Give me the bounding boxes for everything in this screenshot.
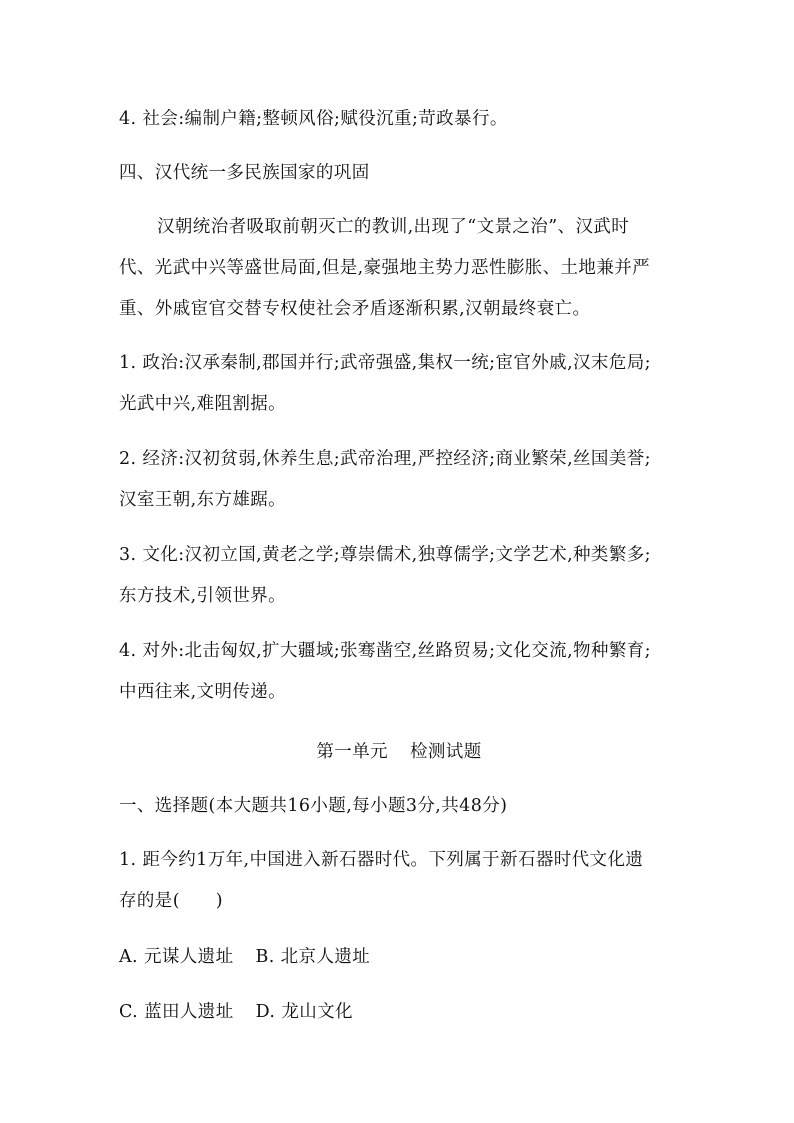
foreign-relations-item-line-2: 中西往来,文明传递。 — [119, 682, 287, 702]
question-1-line-2: 存的是( ) — [119, 891, 223, 911]
paragraph-line-2: 代、光武中兴等盛世局面,但是,豪强地主势力恶性膨胀、土地兼并严 — [119, 258, 651, 278]
option-b: B. 北京人遗址 — [255, 947, 371, 967]
culture-item-line-2: 东方技术,引领世界。 — [119, 586, 287, 606]
question-1-options-row-1 — [119, 946, 679, 968]
option-d: D. 龙山文化 — [255, 1002, 353, 1022]
question-1-options-row-2 — [119, 1001, 679, 1023]
culture-item-line-1: 3. 文化:汉初立国,黄老之学;尊崇儒术,独尊儒学;文学艺术,种类繁多; — [119, 545, 651, 565]
economy-item-line-2: 汉室王朝,东方雄踞。 — [119, 490, 287, 510]
section-heading-multiple-choice: 一、选择题(本大题共16小题,每小题3分,共48分) — [119, 796, 508, 816]
foreign-relations-item-line-1: 4. 对外:北击匈奴,扩大疆域;张骞凿空,丝路贸易;文化交流,物种繁育; — [119, 641, 651, 661]
politics-item-line-1: 1. 政治:汉承秦制,郡国并行;武帝强盛,集权一统;宦官外戚,汉末危局; — [119, 353, 651, 373]
unit-title-part-a: 第一单元 — [316, 742, 388, 762]
unit-test-title — [119, 741, 679, 763]
unit-title-part-b: 检测试题 — [410, 742, 482, 762]
option-c: C. 蓝田人遗址 — [119, 1002, 234, 1022]
paragraph-line-3: 重、外戚宦官交替专权使社会矛盾逐渐积累,汉朝最终衰亡。 — [119, 299, 591, 319]
economy-item-line-1: 2. 经济:汉初贫弱,休养生息;武帝治理,严控经济;商业繁荣,丝国美誉; — [119, 449, 651, 469]
section-heading-han-consolidation: 四、汉代统一多民族国家的巩固 — [119, 163, 370, 183]
politics-item-line-2: 光武中兴,难阻割据。 — [119, 394, 287, 414]
option-a: A. 元谋人遗址 — [119, 947, 234, 967]
society-summary-line: 4. 社会:编制户籍;整顿风俗;赋役沉重;苛政暴行。 — [119, 109, 508, 129]
paragraph-line-1: 汉朝统治者吸取前朝灭亡的教训,出现了“文景之治”、汉武时 — [157, 217, 630, 237]
question-1-line-1: 1. 距今约1万年,中国进入新石器时代。下列属于新石器时代文化遗 — [119, 850, 644, 870]
